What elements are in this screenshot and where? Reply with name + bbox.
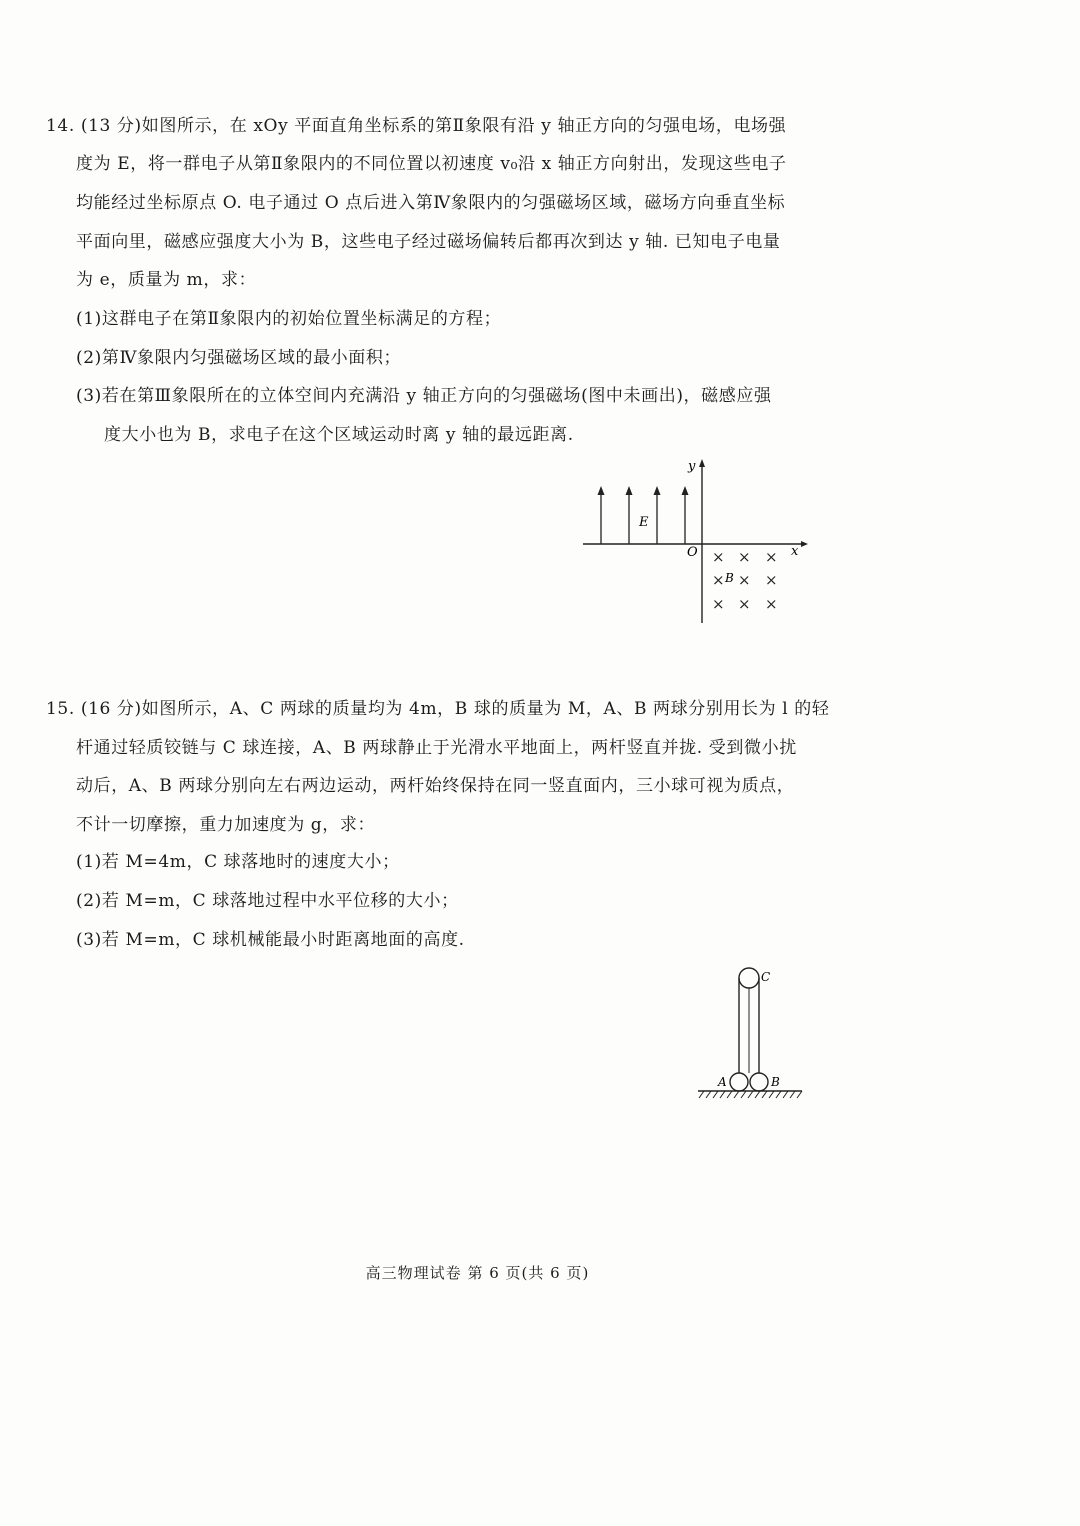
cross-mark: × <box>765 548 778 566</box>
field-e-label: E <box>639 515 649 530</box>
problem-14-question-3: (3)若在第Ⅲ象限所在的立体空间内充满沿 y 轴正方向的匀强磁场(图中未画出)，磁感应强 <box>76 386 772 406</box>
cross-mark: × <box>712 595 725 613</box>
x-axis-arrow <box>801 541 808 547</box>
problem-14-question-3-cont: 度大小也为 B，求电子在这个区域运动时离 y 轴的最远距离. <box>104 425 574 445</box>
ball-a-label: A <box>718 1075 727 1089</box>
problem-14-stem-line: 为 e，质量为 m，求： <box>76 270 257 290</box>
y-axis-arrow <box>699 459 705 467</box>
page-footer <box>0 1262 1080 1283</box>
problem-14-stem-line: 均能经过坐标原点 O. 电子通过 O 点后进入第Ⅳ象限内的匀强磁场区域，磁场方向垂直坐标 <box>76 193 786 213</box>
ball-c-label: C <box>761 970 771 984</box>
footer-text: 高三物理试卷 第 6 页(共 6 页) <box>365 1264 590 1282</box>
problem-14-question-2: (2)第Ⅳ象限内匀强磁场区域的最小面积； <box>76 348 402 368</box>
origin-label: O <box>687 545 698 560</box>
magnetic-field-crosses <box>712 548 778 613</box>
problem-14-stem-line: 14. (13 分)如图所示，在 xOy 平面直角坐标系的第Ⅱ象限有沿 y 轴正方向的匀强电场，电场强 <box>46 116 787 136</box>
problem-15-stem-line: 15. (16 分)如图所示，A、C 两球的质量均为 4m，B 球的质量为 M，A、B 两球分别用长为 l 的轻 <box>46 699 830 719</box>
problem-14-figure <box>575 455 815 630</box>
ball-c <box>739 968 759 988</box>
problem-15-stem-line: 不计一切摩擦，重力加速度为 g，求： <box>76 815 376 835</box>
cross-mark: × <box>712 548 725 566</box>
problem-15-stem-line: 杆通过轻质铰链与 C 球连接，A、B 两球静止于光滑水平地面上，两杆竖直并拢. 受到微小扰 <box>76 738 797 758</box>
problem-14-stem-line: 度为 E，将一群电子从第Ⅱ象限内的不同位置以初速度 v₀沿 x 轴正方向射出，发现这些电子 <box>76 154 787 174</box>
ball-b <box>750 1073 768 1091</box>
problem-15-question-1: (1)若 M=4m，C 球落地时的速度大小； <box>76 852 400 872</box>
cross-mark: × <box>738 548 751 566</box>
problem-14-stem-line: 平面向里，磁感应强度大小为 B，这些电子经过磁场偏转后都再次到达 y 轴. 已知电子电量 <box>76 232 781 252</box>
problem-15-question-2: (2)若 M=m，C 球落地过程中水平位移的大小； <box>76 891 459 911</box>
cross-mark: × <box>738 571 751 589</box>
problem-15-figure <box>690 960 810 1105</box>
y-axis-label: y <box>688 459 696 474</box>
field-b-label: B <box>725 571 734 585</box>
x-axis-label: x <box>791 544 799 559</box>
cross-mark: × <box>738 595 751 613</box>
problem-15-question-3: (3)若 M=m，C 球机械能最小时距离地面的高度. <box>76 930 465 950</box>
problem-14-question-1: (1)这群电子在第Ⅱ象限内的初始位置坐标满足的方程； <box>76 309 502 329</box>
ball-b-label: B <box>771 1075 780 1089</box>
cross-mark: × <box>765 571 778 589</box>
cross-mark: × <box>765 595 778 613</box>
problem-15-stem-line: 动后，A、B 两球分别向左右两边运动，两杆始终保持在同一竖直面内，三小球可视为质点， <box>76 776 795 796</box>
cross-mark: × <box>712 571 725 589</box>
ground-hatching <box>699 1091 802 1098</box>
ball-a <box>730 1073 748 1091</box>
